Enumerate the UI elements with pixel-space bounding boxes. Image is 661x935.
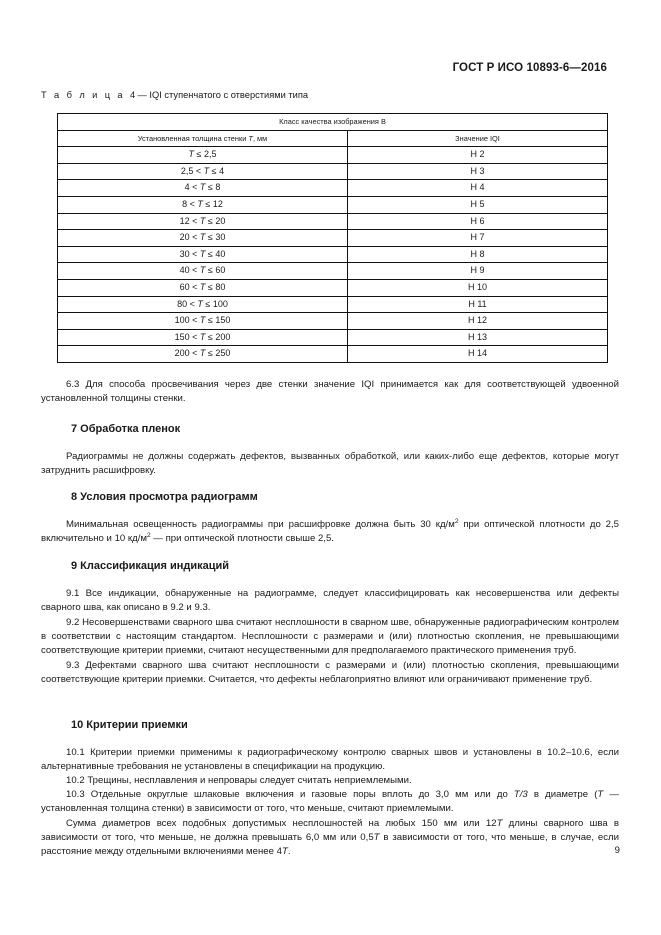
- cell-thickness: T ≤ 2,5: [58, 147, 348, 164]
- cell-iqi: H 3: [348, 163, 608, 180]
- cell-iqi: H 11: [348, 296, 608, 313]
- table-group-header-row: [58, 114, 608, 131]
- table-caption-label: Т а б л и ц а 4: [41, 90, 138, 100]
- cell-thickness: 2,5 < T ≤ 4: [58, 163, 348, 180]
- cell-thickness: 40 < T ≤ 60: [58, 263, 348, 280]
- cell-thickness: 8 < T ≤ 12: [58, 196, 348, 213]
- table-row: [58, 163, 608, 180]
- clause-10-4-text-c: в зависимости от того, что меньше, в случае, если расстояние между отдельными включениями менее 4: [41, 831, 619, 857]
- clause-9-3-paragraph: 9.3 Дефектами сварного шва считают несплошности с размерами и (или) плотностью скопления, превышающими соответствующие критерии приемки. Считается, что дефекты неблагоприятно влияют или ограничивают применение труб.: [41, 659, 619, 685]
- cell-iqi: H 14: [348, 346, 608, 363]
- clause-10-4-text-b: длины сварного шва в зависимости от того, что меньше, не должна превышать 6,0 мм или 0,5: [41, 817, 619, 843]
- clause-10-2-paragraph: 10.2 Трещины, несплавления и непровары следует считать неприемлемыми.: [66, 774, 412, 786]
- clause-10-3-symbol-2: T: [597, 788, 604, 800]
- clause-10-4-text-a: Сумма диаметров всех подобных допустимых несплошностей на любых 150 мм или 12: [66, 817, 497, 829]
- clause-9-1-paragraph: 9.1 Все индикации, обнаруженные на радиограмме, следует классифицировать как несовершенства или дефекты сварного шва, как описано в 9.2 и 9.3.: [41, 587, 619, 613]
- cell-thickness: 100 < T ≤ 150: [58, 313, 348, 330]
- cell-thickness: 200 < T ≤ 250: [58, 346, 348, 363]
- table-row: [58, 313, 608, 330]
- clause-10-3-paragraph: [41, 788, 619, 816]
- cell-thickness: 20 < T ≤ 30: [58, 230, 348, 247]
- table-row: [58, 213, 608, 230]
- page-number: 9: [614, 845, 620, 856]
- cell-thickness: 150 < T ≤ 200: [58, 329, 348, 346]
- cell-iqi: H 6: [348, 213, 608, 230]
- section-8-text-part3: — при оптической плотности свыше 2,5.: [150, 532, 334, 544]
- clause-10-3-text-a: 10.3 Отдельные округлые шлаковые включения и газовые поры вплоть до 3,0 мм или до: [66, 788, 514, 800]
- table-row: [58, 196, 608, 213]
- table-row: [58, 180, 608, 197]
- table-column-header-thickness: Установленная толщина стенки T, мм: [58, 130, 348, 147]
- table-row: [58, 346, 608, 363]
- section-8-heading: 8 Условия просмотра радиограмм: [71, 491, 258, 504]
- cell-thickness: 30 < T ≤ 40: [58, 246, 348, 263]
- clause-10-1-paragraph: 10.1 Критерии приемки применимы к радиографическому контролю сварных швов и установлены в 10.2–10.6, если альтернативные требования не установлены в спецификации на продукцию.: [41, 746, 619, 772]
- clause-10-4-symbol-3: T: [281, 845, 288, 857]
- table-caption: [41, 90, 308, 100]
- table-column-header-iqi: Значение IQI: [348, 130, 608, 147]
- iqi-table: [57, 113, 608, 363]
- section-8-superscript-2: 2: [146, 531, 151, 539]
- clause-10-4-symbol-2: T: [373, 831, 380, 843]
- cell-iqi: H 9: [348, 263, 608, 280]
- table-row: [58, 147, 608, 164]
- clause-9-2-paragraph: 9.2 Несовершенствами сварного шва считают несплошности в сварном шве, обнаруженные радиографическим контролем в соответствии с настоящим стандартом. Несплошности с размерами и (или) плотностью скопления, не превышающими соответствующие критерии приемки, считают несущественными для предполагаемого практического применения труб.: [41, 616, 619, 656]
- cell-iqi: H 8: [348, 246, 608, 263]
- section-7-paragraph: Радиограммы не должны содержать дефектов, вызванных обработкой, или каких-либо еще дефектов, которые могут затруднить расшифровку.: [41, 450, 619, 476]
- table-caption-text: — IQI ступенчатого с отверстиями типа: [137, 90, 309, 100]
- section-10-heading: 10 Критерии приемки: [71, 719, 188, 732]
- clause-10-3-symbol-1: T/3: [513, 788, 528, 800]
- clause-10-3-text-b: в диаметре (: [527, 788, 598, 800]
- section-8-text-part2: при оптической плотности до 2,5 включительно и 10 кд/м: [41, 518, 619, 544]
- cell-iqi: H 2: [348, 147, 608, 164]
- iqi-table-body: [58, 114, 608, 363]
- clause-10-4-symbol-1: T: [496, 817, 503, 829]
- cell-thickness: 80 < T ≤ 100: [58, 296, 348, 313]
- clause-10-3-text-c: — установленная толщина стенки) в зависимости от того, что меньше, считают приемлемыми.: [41, 788, 619, 814]
- cell-thickness: 60 < T ≤ 80: [58, 279, 348, 296]
- table-column-header-row: [58, 130, 608, 147]
- cell-iqi: H 13: [348, 329, 608, 346]
- document-header-standard-title: ГОСТ Р ИСО 10893-6—2016: [452, 62, 607, 74]
- table-row: [58, 246, 608, 263]
- cell-iqi: H 7: [348, 230, 608, 247]
- section-8-text-part1: Минимальная освещенность радиограммы при расшифровке должна быть 30 кд/м: [66, 518, 455, 530]
- cell-iqi: H 5: [348, 196, 608, 213]
- table-group-header-cell: Класс качества изображения В: [58, 114, 608, 131]
- cell-thickness: 12 < T ≤ 20: [58, 213, 348, 230]
- cell-iqi: H 12: [348, 313, 608, 330]
- cell-thickness: 4 < T ≤ 8: [58, 180, 348, 197]
- section-9-heading: 9 Классификация индикаций: [71, 560, 230, 573]
- table-row: [58, 329, 608, 346]
- clause-6-3-paragraph: 6.3 Для способа просвечивания через две стенки значение IQI принимается как для соответствующей удвоенной установленной толщины стенки.: [41, 378, 619, 404]
- section-8-superscript-1: 2: [454, 517, 459, 525]
- section-7-heading: 7 Обработка пленок: [71, 423, 181, 436]
- table-row: [58, 230, 608, 247]
- section-8-paragraph: [41, 518, 619, 546]
- clause-10-4-paragraph: [41, 817, 619, 859]
- cell-iqi: H 10: [348, 279, 608, 296]
- table-row: [58, 279, 608, 296]
- table-row: [58, 263, 608, 280]
- cell-iqi: H 4: [348, 180, 608, 197]
- table-row: [58, 296, 608, 313]
- clause-10-4-text-d: .: [287, 845, 291, 857]
